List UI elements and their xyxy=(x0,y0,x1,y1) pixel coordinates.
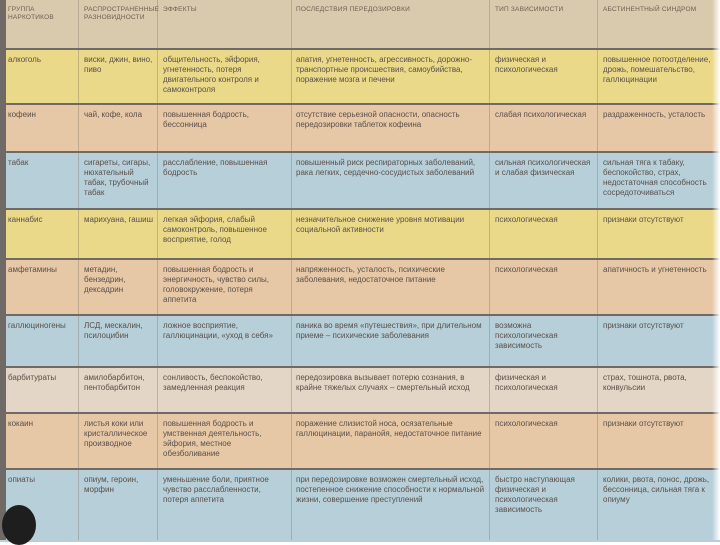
cell-varieties: марихуана, гашиш xyxy=(84,215,154,224)
cell-dependence: физическая и психологическая xyxy=(495,373,558,392)
cell-varieties: виски, джин, вино, пиво xyxy=(84,55,153,74)
table-row xyxy=(0,151,720,210)
column-divider xyxy=(489,0,490,540)
page-left-edge xyxy=(0,0,6,540)
cell-withdrawal: сильная тяга к табаку, беспокойство, страх, недостаточная способность сосредоточиваться xyxy=(603,158,707,197)
cell-group: алкоголь xyxy=(8,55,42,64)
cell-varieties: амилобарбитон, пентобарбитон xyxy=(84,373,145,392)
cell-withdrawal: колики, рвота, понос, дрожь, бессонница, сильная тяга к опиуму xyxy=(603,475,710,504)
cell-group: каннабис xyxy=(8,215,43,224)
cell-dependence: слабая психологическая xyxy=(495,110,587,119)
table-row xyxy=(0,366,720,414)
header-withdrawal: АБСТИНЕНТНЫЙ СИНДРОМ xyxy=(603,6,697,13)
cell-overdose: паника во время «путешествия», при длительном приеме – психические заболевания xyxy=(296,321,482,340)
cell-varieties: опиум, героин, морфин xyxy=(84,475,139,494)
cell-dependence: психологическая xyxy=(495,419,558,428)
cell-effects: повышенная бодрость и умственная деятельность, эйфория, местное обезболивание xyxy=(163,419,262,458)
column-divider xyxy=(291,0,292,540)
column-divider xyxy=(157,0,158,540)
cell-dependence: возможна психологическая зависимость xyxy=(495,321,558,350)
cell-withdrawal: признаки отсутствуют xyxy=(603,321,684,330)
header-effects: ЭФФЕКТЫ xyxy=(163,6,197,13)
header-overdose: ПОСЛЕДСТВИЯ ПЕРЕДОЗИРОВКИ xyxy=(296,6,410,13)
cell-effects: повышенная бодрость, бессонница xyxy=(163,110,249,129)
cell-effects: сонливость, беспокойство, замедленная реакция xyxy=(163,373,263,392)
header-dependence: ТИП ЗАВИСИМОСТИ xyxy=(495,6,564,13)
cell-overdose: повышенный риск респираторных заболеваний, рака легких, сердечно-сосудистых заболеваний xyxy=(296,158,476,177)
table-row xyxy=(0,468,720,542)
table-row xyxy=(0,103,720,153)
cell-withdrawal: апатичность и угнетенность xyxy=(603,265,707,274)
table-row xyxy=(0,208,720,260)
cell-group: галлюциногены xyxy=(8,321,66,330)
cell-group: амфетамины xyxy=(8,265,57,274)
header-drug-group: ГРУППА НАРКОТИКОВ xyxy=(8,6,54,21)
cell-effects: общительность, эйфория, угнетенность, потеря двигательного контроля и самоконтроля xyxy=(163,55,260,94)
table-header xyxy=(0,0,720,48)
cell-dependence: сильная психологическая и слабая физическая xyxy=(495,158,591,177)
cell-overdose: передозировка вызывает потерю сознания, в крайне тяжелых случаях – смертельный исход xyxy=(296,373,470,392)
cell-group: табак xyxy=(8,158,29,167)
dark-blot xyxy=(2,505,36,545)
cell-dependence: психологическая xyxy=(495,265,558,274)
table-row xyxy=(0,314,720,368)
cell-withdrawal: признаки отсутствуют xyxy=(603,419,684,428)
cell-withdrawal: признаки отсутствуют xyxy=(603,215,684,224)
cell-overdose: незначительное снижение уровня мотивации социальной активности xyxy=(296,215,465,234)
cell-overdose: напряженность, усталость, психические заболевания, недостаточное питание xyxy=(296,265,445,284)
cell-overdose: апатия, угнетенность, агрессивность, дорожно-транспортные происшествия, самоубийства, поражение мозга и печени xyxy=(296,55,473,84)
cell-overdose: поражение слизистой носа, осязательные галлюцинации, паранойя, недостаточное питание xyxy=(296,419,482,438)
cell-withdrawal: повышенное потоотделение, дрожь, помешательство, галлюцинации xyxy=(603,55,711,84)
cell-overdose: при передозировке возможен смертельный исход, постепенное снижение способности к нормальной жизни, совершение преступлений xyxy=(296,475,485,504)
cell-withdrawal: страх, тошнота, рвота, конвульсии xyxy=(603,373,687,392)
table-row xyxy=(0,258,720,316)
column-divider xyxy=(597,0,598,540)
cell-varieties: метадин, бензедрин, дексадрин xyxy=(84,265,126,294)
table-row xyxy=(0,48,720,105)
cell-effects: повышенная бодрость и энергичность, чувство силы, головокружение, потеря аппетита xyxy=(163,265,270,304)
cell-withdrawal: раздраженность, усталость xyxy=(603,110,706,119)
cell-varieties: листья коки или кристаллическое производное xyxy=(84,419,148,448)
cell-effects: ложное восприятие, галлюцинации, «уход в себя» xyxy=(163,321,273,340)
cell-effects: легкая эйфория, слабый самоконтроль, повышенное восприятие, голод xyxy=(163,215,267,244)
cell-overdose: отсутствие серьезной опасности, опасность передозировки таблеток кофеина xyxy=(296,110,460,129)
cell-group: барбитураты xyxy=(8,373,57,382)
cell-dependence: быстро наступающая физическая и психологическая зависимость xyxy=(495,475,575,514)
cell-group: опиаты xyxy=(8,475,35,484)
cell-effects: уменьшение боли, приятное чувство расслабленности, потеря аппетита xyxy=(163,475,269,504)
cell-effects: расслабление, повышенная бодрость xyxy=(163,158,268,177)
table-row xyxy=(0,412,720,470)
cell-dependence: физическая и психологическая xyxy=(495,55,558,74)
column-divider xyxy=(78,0,79,540)
cell-varieties: ЛСД, мескалин, псилоцибин xyxy=(84,321,143,340)
cell-dependence: психологическая xyxy=(495,215,558,224)
cell-group: кофеин xyxy=(8,110,36,119)
cell-group: кокаин xyxy=(8,419,34,428)
header-varieties: РАСПРОСТРАНЕННЫЕ РАЗНОВИДНОСТИ xyxy=(84,6,160,21)
cell-varieties: сигареты, сигары, нюхательный табак, трубочный табак xyxy=(84,158,151,197)
cell-varieties: чай, кофе, кола xyxy=(84,110,143,119)
page-right-edge xyxy=(712,0,720,540)
